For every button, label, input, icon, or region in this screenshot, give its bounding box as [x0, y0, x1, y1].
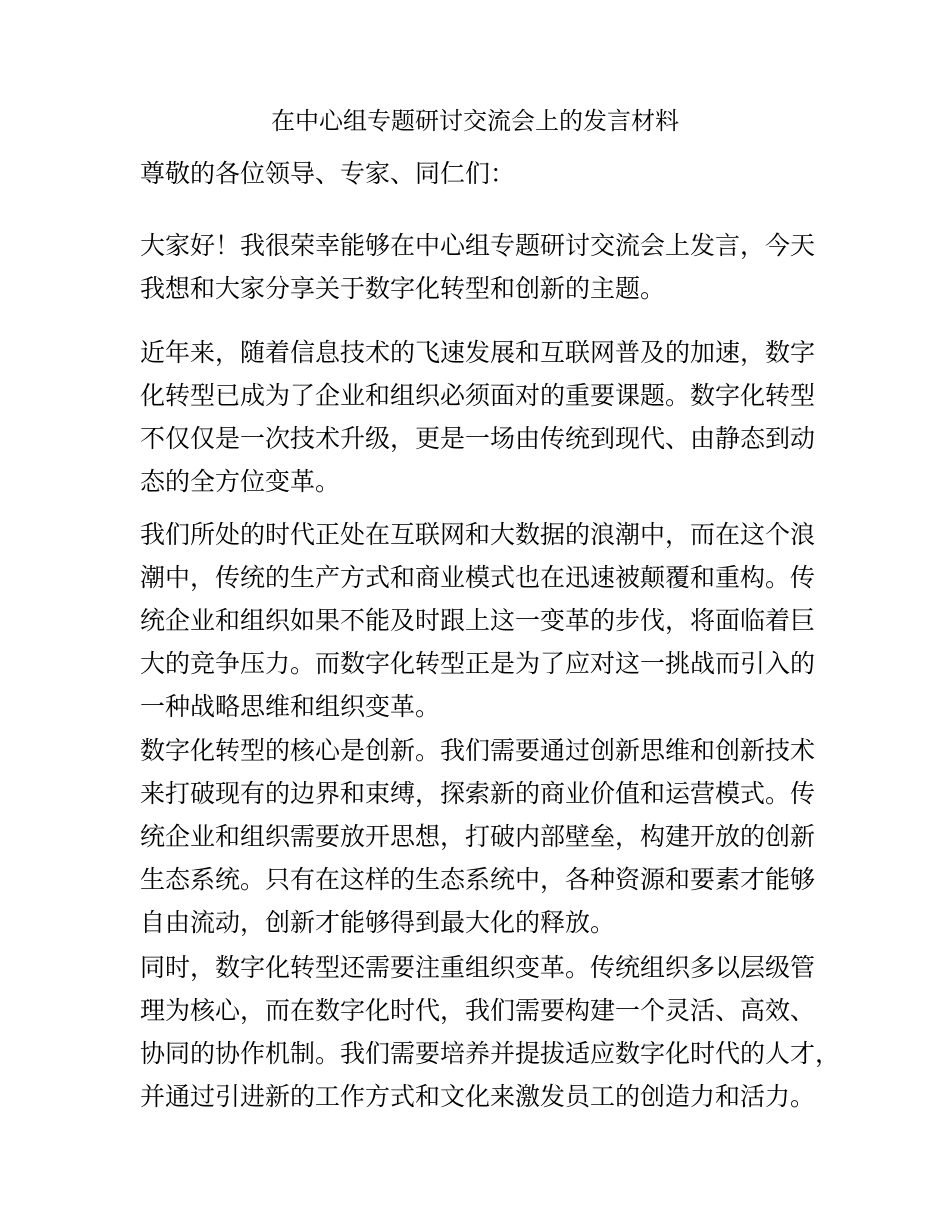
paragraph-line: 自由流动，创新才能够得到最大化的释放。: [140, 908, 616, 937]
paragraph-line: 生态系统。只有在这样的生态系统中，各种资源和要素才能够: [140, 865, 816, 894]
paragraph-line: 一种战略思维和组织变革。: [140, 692, 441, 721]
paragraph-line: 大家好！我很荣幸能够在中心组专题研讨交流会上发言，今天: [140, 231, 816, 260]
paragraph-line: 同时，数字化转型还需要注重组织变革。传统组织多以层级管: [140, 953, 816, 982]
paragraph-line: 潮中，传统的生产方式和商业模式也在迅速被颠覆和重构。传: [140, 563, 816, 592]
paragraph-5: [140, 946, 841, 1118]
paragraph-line: 态的全方位变革。: [140, 467, 341, 496]
paragraph-2: [140, 331, 830, 503]
paragraph-line: 大的竞争压力。而数字化转型正是为了应对这一挑战而引入的: [140, 649, 816, 678]
paragraph-line: 并通过引进新的工作方式和文化来激发员工的创造力和活力。: [140, 1082, 816, 1111]
paragraph-1: [140, 224, 830, 310]
paragraph-line: 统企业和组织需要放开思想，打破内部壁垒，构建开放的创新: [140, 822, 816, 851]
document-title: 在中心组专题研讨交流会上的发言材料: [271, 107, 679, 135]
paragraph-line: 我想和大家分享关于数字化转型和创新的主题。: [140, 274, 666, 303]
paragraph-line: 化转型已成为了企业和组织必须面对的重要课题。数字化转型: [140, 381, 816, 410]
paragraph-line: 数字化转型的核心是创新。我们需要通过创新思维和创新技术: [140, 736, 816, 765]
paragraph-line: 近年来，随着信息技术的飞速发展和互联网普及的加速，数字: [140, 338, 816, 367]
paragraph-line: 协同的协作机制。我们需要培养并提拔适应数字化时代的人才，: [140, 1039, 841, 1068]
salutation: 尊敬的各位领导、专家、同仁们：: [140, 159, 516, 188]
paragraph-line: 我们所处的时代正处在互联网和大数据的浪潮中，而在这个浪: [140, 520, 816, 549]
paragraph-line: 不仅仅是一次技术升级，更是一场由传统到现代、由静态到动: [140, 424, 816, 453]
paragraph-3: [140, 513, 830, 728]
paragraph-line: 理为核心，而在数字化时代，我们需要构建一个灵活、高效、: [140, 996, 816, 1025]
paragraph-4: [140, 729, 830, 944]
paragraph-line: 来打破现有的边界和束缚，探索新的商业价值和运营模式。传: [140, 779, 816, 808]
paragraph-line: 统企业和组织如果不能及时跟上这一变革的步伐，将面临着巨: [140, 606, 816, 635]
